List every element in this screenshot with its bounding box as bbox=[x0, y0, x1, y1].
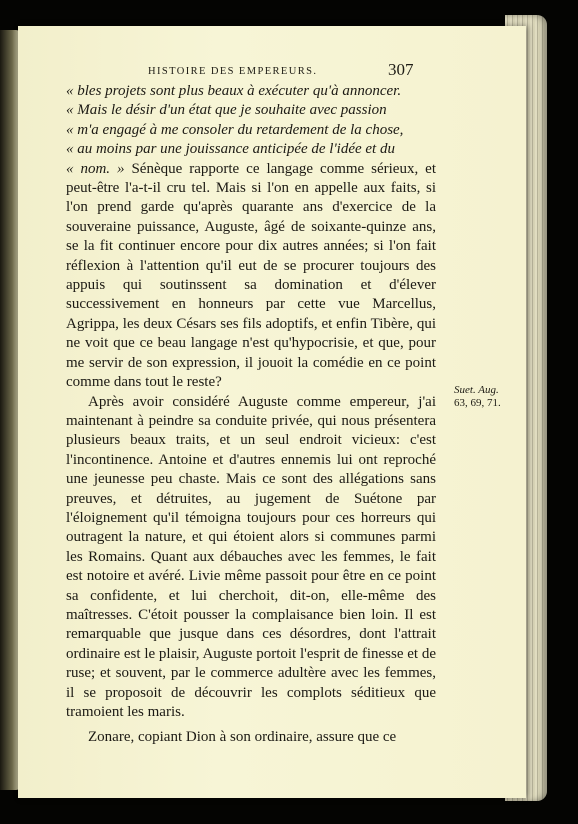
paragraph-seneca-text: Sénèque rapporte ce langage comme sérieux, et peut-être l'a-t-il cru tel. Mais si l'on en appelle aux faits, si l'on prend garde qu'après quarante ans d'exercice de la souveraine puissance, Auguste, âgé de soixante-quinze ans, se la fit continuer encore pour dix autres années; si l'on fait réflexion à l'attention qu'il eut de se procurer toujours des appuis qui soutinssent sa domination et d'élever successivement en honneurs par cette vue Marcellus, Agrippa, les deux Césars ses fils adoptifs, et enfin Tibère, qui ne voit que ce beau langage n'est qu'hypocrisie, et que, pour me servir de son expression, il jouoit la comédie en ce point comme dans tout le reste? bbox=[66, 160, 436, 391]
quote-line: « bles projets sont plus beaux à exécuter qu'à annoncer. bbox=[66, 83, 402, 99]
quote-line: « nom. » bbox=[66, 160, 125, 177]
margin-note bbox=[454, 384, 518, 410]
quote-line: « m'a engagé à me consoler du retardement de la chose, bbox=[66, 121, 404, 138]
book-page bbox=[18, 26, 526, 798]
quote-line: « au moins par une jouissance anticipée de l'idée et du bbox=[66, 141, 395, 158]
paragraph-seneca bbox=[66, 160, 436, 393]
margin-note-chapters: 63, 69, 71. bbox=[454, 397, 501, 409]
running-head bbox=[18, 62, 486, 82]
paragraph-private-life: Après avoir considéré Auguste comme empereur, j'ai maintenant à peindre sa conduite privée, qui nous présentera plusieurs beaux traits, et un seul endroit vicieux: c'est l'incontinence. Antoine et d'autres ennemis lui ont reproché une jeunesse peu chaste. Mais ce sont des allégations sans preuves, et détruites, au jugement de Suétone par l'éloignement qu'il témoigna toujours pour ces horreurs qui outragent la nature, et qui étoient alors si communes parmi les Romains. Quant aux débauches avec les femmes, le fait est notoire et avéré. Livie même passoit pour être en ce point sa confidente, et lui cherchoit, dit-on, elle-même des maîtresses. C'étoit pousser la complaisance bien loin. Il est remarquable que jusque dans ces désordres, dont l'attrait ordinaire est le plaisir, Auguste portoit l'esprit de finesse et de ruse; et souvent, par le commerce adultère avec les femmes, il se proposoit de découvrir les complots séditieux que tramoient les maris. bbox=[66, 393, 436, 720]
margin-note-reference: Suet. Aug. bbox=[454, 384, 499, 396]
quote-line: « Mais le désir d'un état que je souhaite avec passion bbox=[66, 102, 387, 119]
page-number: 307 bbox=[388, 60, 414, 79]
book-left-page-edge bbox=[0, 30, 20, 790]
paragraph-zonare: Zonare, copiant Dion à son ordinaire, assure que ce bbox=[88, 729, 397, 746]
running-head-title: HISTOIRE DES EMPEREURS. bbox=[148, 66, 318, 77]
body-text bbox=[66, 82, 436, 748]
